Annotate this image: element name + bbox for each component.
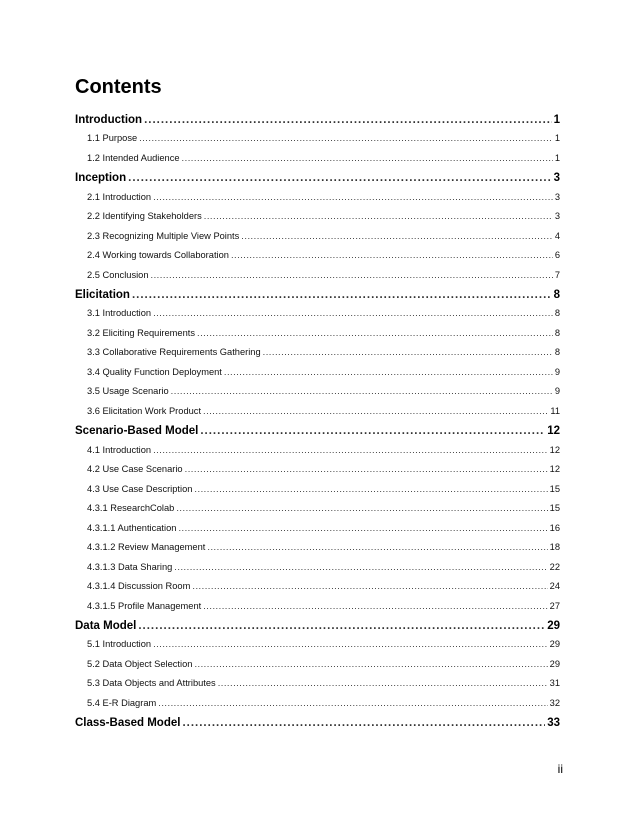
toc-entry-title: 2.1 Introduction (87, 191, 152, 202)
toc-entry-title: 5.4 E-R Diagram (87, 697, 157, 708)
toc-entry-page-number: 6 (554, 250, 560, 261)
toc-entry-title: 3.3 Collaborative Requirements Gathering (87, 347, 261, 358)
toc-entry-page-number: 8 (553, 289, 560, 302)
toc-entry-page-number: 7 (554, 269, 560, 280)
dot-leader (153, 192, 553, 202)
toc-entry-page-number: 27 (549, 600, 560, 611)
toc-entry-page-number: 24 (549, 581, 560, 592)
toc-entry-page-number: 3 (554, 191, 560, 202)
toc-entry-title: Introduction (75, 114, 143, 126)
toc-entry-page-number: 16 (549, 522, 560, 533)
table-of-contents (75, 114, 560, 737)
dot-leader (218, 678, 548, 688)
toc-entry-title: 3.6 Elicitation Work Product (87, 405, 202, 416)
toc-entry-title: 5.1 Introduction (87, 639, 152, 650)
dot-leader (138, 620, 545, 632)
dot-leader (144, 114, 552, 126)
toc-entry-page-number: 12 (547, 425, 560, 438)
toc-section-entry[interactable] (75, 425, 560, 444)
toc-entry-title: Data Model (75, 620, 137, 633)
dot-leader (171, 386, 553, 396)
toc-subsection-entry[interactable] (75, 367, 560, 387)
page-number: ii (557, 762, 563, 776)
dot-leader (192, 581, 547, 591)
toc-subsection-entry[interactable] (75, 328, 560, 348)
dot-leader (182, 717, 545, 729)
toc-entry-title: 2.4 Working towards Collaboration (87, 250, 229, 261)
toc-section-entry[interactable] (75, 717, 560, 736)
toc-entry-page-number: 29 (547, 620, 560, 633)
toc-subsection-entry[interactable] (75, 270, 560, 290)
toc-subsection-entry[interactable] (75, 464, 560, 484)
dot-leader (174, 562, 547, 572)
toc-entry-page-number: 29 (549, 658, 560, 669)
toc-entry-title: 1.1 Purpose (87, 133, 138, 144)
toc-subsection-entry[interactable] (75, 698, 560, 718)
toc-entry-page-number: 8 (554, 347, 560, 358)
toc-subsection-entry[interactable] (75, 503, 560, 523)
toc-entry-page-number: 1 (554, 152, 560, 163)
toc-entry-title: 4.3.1.3 Data Sharing (87, 561, 173, 572)
toc-entry-title: 4.1 Introduction (87, 444, 152, 455)
toc-entry-page-number: 4 (554, 230, 560, 241)
dot-leader (153, 308, 553, 318)
toc-entry-title: 5.2 Data Object Selection (87, 658, 193, 669)
toc-subsection-entry[interactable] (75, 639, 560, 659)
toc-entry-page-number: 3 (553, 172, 560, 185)
toc-subsection-entry[interactable] (75, 386, 560, 406)
dot-leader (207, 542, 547, 552)
toc-entry-page-number: 11 (550, 405, 560, 416)
toc-entry-title: 2.5 Conclusion (87, 269, 149, 280)
toc-subsection-entry[interactable] (75, 484, 560, 504)
toc-subsection-entry[interactable] (75, 445, 560, 465)
toc-entry-page-number: 15 (549, 503, 560, 514)
dot-leader (200, 425, 545, 437)
dot-leader (231, 250, 553, 260)
toc-subsection-entry[interactable] (75, 659, 560, 679)
dot-leader (132, 289, 552, 301)
dot-leader (178, 523, 547, 533)
toc-subsection-entry[interactable] (75, 192, 560, 212)
dot-leader (224, 367, 553, 377)
toc-entry-page-number: 22 (549, 561, 560, 572)
dot-leader (194, 484, 547, 494)
toc-entry-title: 4.3.1.5 Profile Management (87, 600, 202, 611)
toc-entry-title: 3.1 Introduction (87, 308, 152, 319)
dot-leader (182, 153, 553, 163)
toc-entry-page-number: 12 (549, 464, 560, 475)
toc-entry-page-number: 18 (549, 542, 560, 553)
dot-leader (128, 172, 551, 184)
toc-entry-page-number: 9 (554, 366, 560, 377)
toc-section-entry[interactable] (75, 114, 560, 133)
toc-subsection-entry[interactable] (75, 347, 560, 367)
toc-subsection-entry[interactable] (75, 678, 560, 698)
toc-entry-title: 5.3 Data Objects and Attributes (87, 678, 216, 689)
toc-entry-title: 4.3 Use Case Description (87, 483, 193, 494)
toc-entry-page-number: 1 (554, 133, 560, 144)
toc-entry-page-number: 33 (547, 717, 560, 730)
toc-subsection-entry[interactable] (75, 523, 560, 543)
dot-leader (185, 464, 548, 474)
toc-entry-title: 4.2 Use Case Scenario (87, 464, 183, 475)
dot-leader (139, 133, 553, 143)
toc-entry-title: 4.3.1.2 Review Management (87, 542, 206, 553)
dot-leader (153, 639, 548, 649)
toc-subsection-entry[interactable] (75, 308, 560, 328)
toc-entry-page-number: 15 (549, 483, 560, 494)
toc-entry-title: Scenario-Based Model (75, 425, 199, 438)
toc-subsection-entry[interactable] (75, 542, 560, 562)
toc-entry-page-number: 32 (549, 697, 560, 708)
toc-entry-title: 2.2 Identifying Stakeholders (87, 211, 202, 222)
dot-leader (151, 270, 553, 280)
toc-entry-page-number: 8 (554, 308, 560, 319)
toc-subsection-entry[interactable] (75, 250, 560, 270)
dot-leader (153, 445, 548, 455)
dot-leader (241, 231, 553, 241)
toc-subsection-entry[interactable] (75, 153, 560, 173)
toc-entry-title: 4.3.1 ResearchColab (87, 503, 175, 514)
dot-leader (158, 698, 547, 708)
toc-entry-title: 3.2 Eliciting Requirements (87, 327, 195, 338)
toc-subsection-entry[interactable] (75, 406, 560, 426)
toc-entry-page-number: 31 (549, 678, 560, 689)
toc-entry-title: Inception (75, 172, 127, 185)
toc-entry-title: 4.3.1.4 Discussion Room (87, 581, 191, 592)
dot-leader (203, 601, 547, 611)
page-title: Contents (75, 76, 162, 98)
dot-leader (263, 347, 553, 357)
toc-entry-page-number: 3 (554, 211, 560, 222)
dot-leader (203, 406, 548, 416)
toc-subsection-entry[interactable] (75, 581, 560, 601)
toc-subsection-entry[interactable] (75, 133, 560, 153)
toc-entry-page-number: 8 (554, 327, 560, 338)
toc-entry-title: 3.5 Usage Scenario (87, 386, 169, 397)
toc-entry-page-number: 29 (549, 639, 560, 650)
dot-leader (194, 659, 547, 669)
dot-leader (204, 211, 553, 221)
toc-entry-title: 4.3.1.1 Authentication (87, 522, 177, 533)
toc-subsection-entry[interactable] (75, 601, 560, 621)
dot-leader (197, 328, 553, 338)
toc-subsection-entry[interactable] (75, 562, 560, 582)
toc-subsection-entry[interactable] (75, 211, 560, 231)
toc-entry-title: Elicitation (75, 289, 130, 302)
toc-subsection-entry[interactable] (75, 231, 560, 251)
toc-entry-page-number: 9 (554, 386, 560, 397)
toc-section-entry[interactable] (75, 172, 560, 191)
toc-entry-page-number: 1 (553, 114, 560, 126)
dot-leader (176, 503, 547, 513)
toc-section-entry[interactable] (75, 620, 560, 639)
toc-entry-title: 2.3 Recognizing Multiple View Points (87, 230, 240, 241)
toc-entry-page-number: 12 (549, 444, 560, 455)
toc-section-entry[interactable] (75, 289, 560, 308)
toc-entry-title: Class-Based Model (75, 717, 181, 730)
toc-entry-title: 1.2 Intended Audience (87, 152, 180, 163)
toc-entry-title: 3.4 Quality Function Deployment (87, 366, 222, 377)
